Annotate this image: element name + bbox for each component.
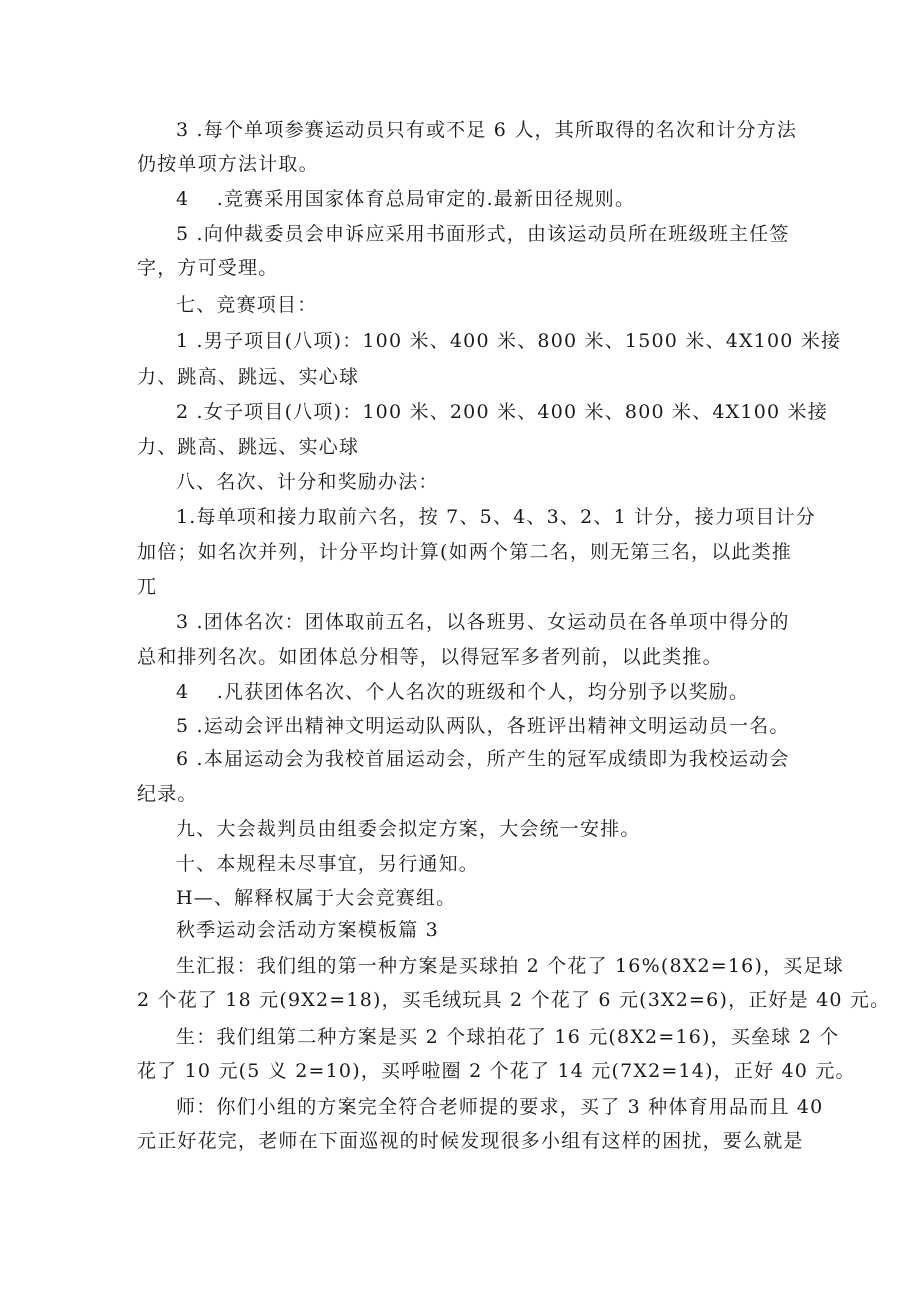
paragraph-line: 力、跳高、跳远、实心球: [137, 366, 360, 388]
paragraph-line: 元正好花完，老师在下面巡视的时候发现很多小组有这样的困扰，要么就是: [137, 1130, 804, 1152]
paragraph-line: 1.每单项和接力取前六名，按 7、5、4、3、2、1 计分，接力项目计分: [176, 506, 816, 528]
paragraph-line: 兀: [137, 576, 158, 598]
section-heading: 十、本规程未尽事宜，另行通知。: [176, 853, 480, 875]
paragraph-line: 纪录。: [137, 783, 198, 805]
paragraph-line: 力、跳高、跳远、实心球: [137, 436, 360, 458]
paragraph-line: 师：你们小组的方案完全符合老师提的要求，买了 3 种体育用品而且 40: [176, 1096, 824, 1118]
paragraph-line: 生汇报：我们组的第一种方案是买球拍 2 个花了 16%(8X2=16)，买足球: [176, 955, 844, 977]
paragraph-line: 3 .团体名次：团体取前五名，以各班男、女运动员在各单项中得分的: [176, 611, 790, 633]
section-heading: 七、竞赛项目：: [176, 294, 318, 316]
paragraph-line: 2 .女子项目(八项)：100 米、200 米、400 米、800 米、4X100 米接: [176, 401, 828, 423]
paragraph-line: 2 个花了 18 元(9X2=18)，买毛绒玩具 2 个花了 6 元(3X2=6)，正好是 40 元。: [137, 989, 891, 1011]
paragraph-line: 生：我们组第二种方案是买 2 个球拍花了 16 元(8X2=16)，买垒球 2 个: [176, 1026, 840, 1048]
paragraph-line: 加倍；如名次并列，计分平均计算(如两个第二名，则无第三名，以此类推: [137, 541, 793, 563]
paragraph-line: 1 .男子项目(八项)：100 米、400 米、800 米、1500 米、4X100 米接: [176, 330, 842, 352]
paragraph-line: 5 .运动会评出精神文明运动队两队，各班评出精神文明运动员一名。: [176, 715, 790, 737]
section-heading: H—、解释权属于大会竞赛组。: [176, 887, 457, 909]
paragraph-line: 3 .每个单项参赛运动员只有或不足 6 人，其所取得的名次和计分方法: [176, 119, 798, 141]
paragraph-line: 6 .本届运动会为我校首届运动会，所产生的冠军成绩即为我校运动会: [176, 748, 790, 770]
paragraph-line: 字，方可受理。: [137, 257, 279, 279]
paragraph-line: 总和排列名次。如团体总分相等，以得冠军多者列前，以此类推。: [137, 646, 723, 668]
paragraph-line: 4 .凡获团体名次、个人名次的班级和个人，均分别予以奖励。: [176, 681, 750, 703]
paragraph-line: 4 .竞赛采用国家体育总局审定的.最新田径规则。: [176, 188, 636, 210]
section-heading: 八、名次、计分和奖励办法：: [176, 471, 439, 493]
section-heading: 九、大会裁判员由组委会拟定方案，大会统一安排。: [176, 818, 641, 840]
paragraph-line: 5 .向仲裁委员会申诉应采用书面形式，由该运动员所在班级班主任签: [176, 223, 790, 245]
paragraph-line: 仍按单项方法计取。: [137, 153, 319, 175]
paragraph-line: 花了 10 元(5 义 2=10)，买呼啦圈 2 个花了 14 元(7X2=14)，正好 40 元。: [137, 1060, 856, 1082]
document-subtitle: 秋季运动会活动方案模板篇 3: [176, 919, 439, 941]
